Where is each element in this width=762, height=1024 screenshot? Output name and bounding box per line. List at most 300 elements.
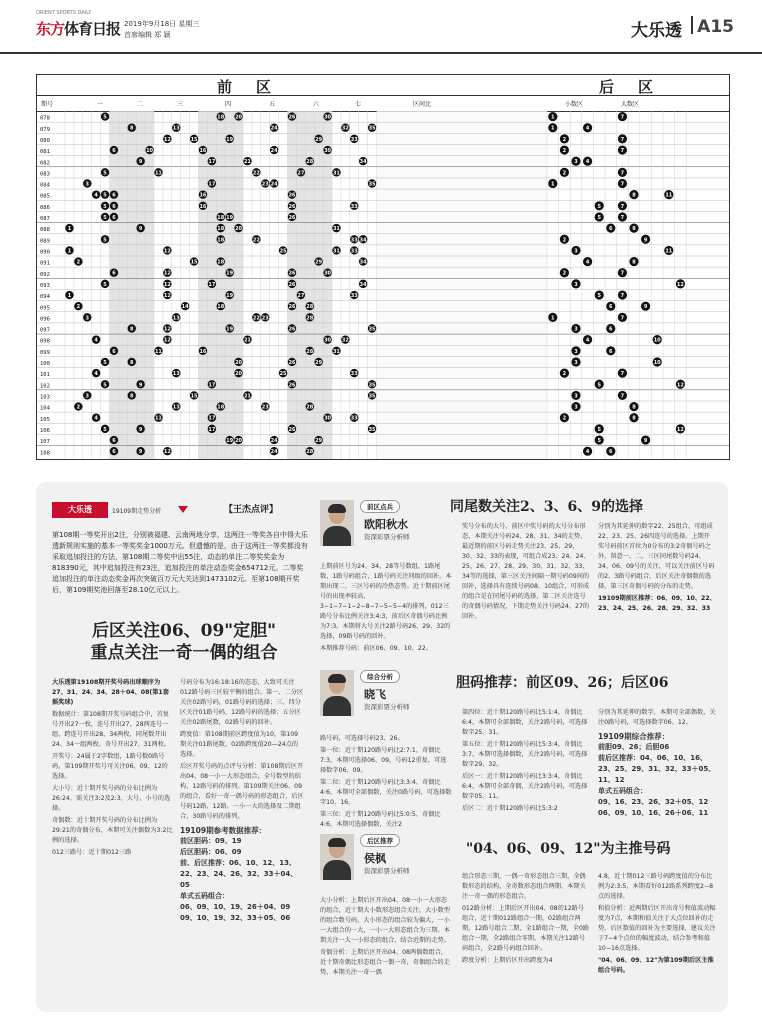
ball-number: 16 [199,348,207,355]
grid-subheader [37,95,729,112]
ball-number: 19 [226,438,234,445]
e2b-p1: 第四位：近十期120路号码比5:1:4，奇偶比6:4，本期可全部偶数，关注2路号码，可选择数字25、31。 [462,709,588,736]
expert-badge: 后区推荐 [360,834,400,847]
front-recommendation: 19109期前区推荐：06、09、10、22、23、24、25、26、28、29、32、33 [598,595,716,612]
ball-number: 8 [130,393,134,400]
ball-number: 1 [67,293,72,300]
ball-number: 1 [551,181,555,188]
ball-number: 19 [226,136,234,143]
ball-number: 8 [632,259,636,266]
ball-number: 24 [270,438,278,445]
period-label: 108 [40,450,50,457]
e2-p4: 第三位：近十期120路号码比5:0:5，奇偶比4:6，本期可选择偶数，关注2 [320,811,441,828]
ball-number: 33 [350,293,358,300]
ball-number: 5 [103,114,107,121]
period-label: 088 [40,227,50,234]
ball-number: 3 [574,359,578,366]
ball-number: 9 [643,438,648,445]
ball-number: 12 [163,449,171,456]
period-label: 099 [40,349,50,356]
expert-3-text-b [462,872,590,968]
ball-number: 5 [597,382,601,389]
ball-number: 29 [315,359,323,366]
paragraph-size: 大小号：近十期开奖号码的分布比例为26:24，需关注3:2及2:3，大号、小号的选择。 [52,785,171,812]
ball-number: 4 [585,159,590,166]
period-column-label: 期号 [41,101,54,108]
ball-number: 4 [94,371,98,378]
combo-title: 19109期综合推荐： [598,732,670,741]
ball-number: 17 [208,181,216,188]
ball-number: 26 [288,214,296,221]
ball-number: 5 [103,426,107,433]
ball-number: 12 [676,281,684,288]
e3-p1: 大小分析：上期后区开出04、08一小一大形态的组合，近十期大小数形态组合关注，大小数型的组合数号码，大小形态的组合较为偏大，一小一大组合的一大，一小一大形态组合为三期。本期关注一大一小形态的组合，结合近期的走势。 [320,897,450,944]
analysis-column-1 [52,678,174,860]
ball-number: 30 [324,148,332,155]
period-label: 102 [40,383,50,390]
ball-number: 20 [235,226,243,233]
ball-number: 6 [112,449,116,456]
dateline [124,19,199,41]
ball-number: 35 [368,125,376,132]
e3-p2: 奇偶分析：上期后区开出04、08两偶数组合，近十期奇偶比形态组合一偶一奇，奇偶组合的走势，本期关注一奇一偶 [320,949,450,976]
ball-number: 30 [324,337,332,344]
period-label: 078 [40,115,50,122]
ball-number: 8 [632,192,636,199]
ball-number: 26 [288,304,296,311]
ball-number: 32 [341,337,349,344]
avatar [320,670,354,716]
combo-5: 06、09、10、16、26＋06、11 [598,809,709,817]
ball-number: 9 [643,237,648,244]
ball-number: 26 [288,382,296,389]
ball-number: 27 [297,170,305,177]
period-label: 083 [40,171,50,178]
expert-name: 欧阳秋水 [364,518,408,531]
ball-number: 16 [199,203,207,210]
ball-number: 3 [85,181,89,188]
ball-number: 5 [597,293,601,300]
ball-number: 31 [332,170,340,177]
ball-number: 10 [146,148,154,155]
ball-number: 21 [243,159,251,166]
ball-number: 9 [138,226,143,233]
ball-number: 12 [163,248,171,255]
ball-number: 6 [112,192,116,199]
analysis-column-2 [180,678,304,924]
ball-number: 22 [252,315,260,322]
ball-number: 9 [138,159,143,166]
expert-card-2 [320,670,452,730]
ball-number: 4 [585,259,590,266]
heading-same-tail: 同尾数关注2、3、6、9的选择 [450,499,643,515]
zone-6: 六 [313,101,320,108]
expert-1-body: 上期前区号为24、34、28等号数组，1路尾数，1路号码组合，1路号码关注同级的回补。本期出现二、三区号码的冷热态势。近十期前区尾号的出现率较高，3−1−7−1−2−8−7−5−5−4的排列，012三路号分布比例关注3:4:3，前后区奇偶号码比例为7:3。本期将大号关注2路号码26、29、32的选择，09路号码的回补。 [320,563,452,640]
e3c-p2: 和值分析：近两期后区开出奇号和值波动幅度为7点，本期和值关注于大点位回补的走势，后区数值的回补为主要选择，建议关注于7−4个点位的幅度波动，结合参考和值10−16点选择。 [598,905,716,952]
ball-number: 3 [574,159,578,166]
e2-p3: 第二位：近十期120路号码比3:3:4，奇偶比4:6，本期可全部偶数，关注0路号码，可选择数字10、16。 [320,779,452,806]
ball-number: 27 [297,293,305,300]
period-label: 080 [40,137,50,144]
ball-number: 3 [574,348,578,355]
ball-number: 4 [94,415,98,422]
ball-number: 30 [324,415,332,422]
ball-number: 8 [632,404,636,411]
ball-number: 2 [562,415,567,422]
ball-number: 20 [235,359,243,366]
ball-number: 34 [359,281,367,288]
period-label: 096 [40,316,50,323]
zone-3: 三 [177,101,184,108]
expert-1-tail: 本期推荐号码：前区06、09、10、22。 [320,645,432,652]
ball-number: 3 [574,393,578,400]
period-label: 105 [40,416,50,423]
ball-number: 17 [208,281,216,288]
ball-number: 11 [154,415,162,422]
period-label: 084 [40,182,50,189]
period-label: 107 [40,439,50,446]
ball-number: 20 [235,371,243,378]
heading-courage-pick: 胆码推荐：前区09、26；后区06 [456,675,669,691]
ball-number: 9 [138,382,143,389]
ball-number: 33 [350,415,358,422]
ball-number: 33 [350,237,358,244]
ball-number: 28 [306,404,314,411]
expert-name: 侯枫 [364,852,386,865]
paragraph-back-zone: 后区开奖号码的点评与分析：第108期后区开出04、08一小一大形态组合，全号数型的结构，12路号码的排列。第109期关注06、09的组合，看好一奇一偶号码的形态组合，后区号码12路、12路、一小一大的选择及二期组合，30路号码的排列。 [180,763,304,820]
ball-number: 33 [350,136,358,143]
ball-number: 2 [562,148,567,155]
ball-number: 5 [103,192,107,199]
reference-4: 单式五码组合： [180,892,229,900]
page-divider [691,16,693,34]
ball-number: 5 [597,203,601,210]
ball-number: 9 [138,449,143,456]
ball-number: 35 [368,393,376,400]
analysis-panel [36,482,728,1012]
expert-badge: 前区点兵 [360,500,400,513]
ball-number: 1 [67,248,72,255]
ball-number: 19 [226,326,234,333]
ball-number: 1 [551,114,555,121]
page-number-text: A15 [697,17,734,37]
ball-number: 33 [350,248,358,255]
ball-number: 22 [252,170,260,177]
ball-number: 5 [597,426,601,433]
ball-number: 24 [270,449,278,456]
expert-badge: 综合分析 [360,670,400,683]
ball-number: 5 [597,438,601,445]
ball-number: 12 [163,281,171,288]
ball-number: 9 [643,304,648,311]
ball-number: 19 [226,293,234,300]
front-zone-label: 前区 [217,78,296,96]
ball-number: 35 [368,426,376,433]
heading-main-pick: "04、06、09、12"为主推号码 [466,841,671,857]
combo-2: 前后区推荐：04、06、10、16、23、25、29、31、32、33＋05、11、12 [598,754,716,784]
ball-number: 1 [551,315,555,322]
ball-number: 21 [243,393,251,400]
expert-1-text [320,562,452,656]
ball-number: 29 [315,136,323,143]
ball-number: 7 [620,203,625,210]
ball-number: 18 [217,404,225,411]
period-label: 106 [40,427,50,434]
period-label: 089 [40,238,50,245]
paragraph-prize: 开奖号：24属于2字数组，1路号数0路号码，第109期开奖号可关注06、09、12的选择。 [52,753,168,780]
back-zone-label: 后区 [599,78,678,96]
same-tail-column-2 [598,522,716,616]
ball-number: 18 [217,114,225,121]
editor-credit: 首席编辑 郑 颖 [124,31,171,39]
ball-number: 12 [163,326,171,333]
ball-number: 12 [163,136,171,143]
ball-number: 31 [332,348,340,355]
ball-number: 6 [112,203,116,210]
e3b-p3: 跨度分析：上期后区开出跨度为4 [462,957,553,964]
page-number [691,16,734,37]
zone-5: 五 [269,101,276,108]
stats-area [377,111,547,459]
zone-ratio-label: 区间比 [413,101,432,108]
ball-number: 2 [76,404,81,411]
ball-number: 6 [609,449,613,456]
zone-1: 一 [97,101,104,108]
zone-7: 七 [355,101,362,108]
ball-number: 6 [112,148,116,155]
e3b-p1: 组合形态三期，一偶一奇形态组合三期，全偶数形态的结构，全奇数形态组合两期，本期关注一奇一偶的形态组合。 [462,873,586,900]
ball-number: 7 [620,270,625,277]
ball-number: 12 [163,270,171,277]
e2c-text: 分别为其延伸的数字，本期可全部偶数，关注0路号码，可选择数字06、12。 [598,709,716,726]
ball-number: 15 [190,136,198,143]
ball-number: 31 [332,226,340,233]
ball-number: 5 [103,237,107,244]
ball-number: 22 [252,237,260,244]
masthead [0,0,762,54]
ball-number: 32 [341,125,349,132]
ball-number: 4 [94,337,98,344]
ball-number: 3 [574,404,578,411]
ball-number: 8 [130,326,134,333]
ball-number: 16 [199,192,207,199]
ball-number: 19 [226,270,234,277]
ball-number: 35 [368,326,376,333]
ball-number: 21 [243,337,251,344]
ball-number: 6 [112,438,116,445]
ball-number: 2 [562,237,567,244]
period-label: 104 [40,405,50,412]
ball-number: 6 [609,326,613,333]
ball-number: 29 [315,259,323,266]
period-label: 098 [40,338,50,345]
ball-number: 7 [620,114,625,121]
ball-number: 24 [270,125,278,132]
grid-header [37,75,729,96]
ball-number: 17 [208,426,216,433]
ball-number: 6 [609,304,613,311]
same-tail-text: 分别为其延伸的数字22、25组合，可组成22、23、25、26四连号的选择。上期开奖号码前区首位为0分布的3:2奇偶号码之外，留意一、二、三区同尾数号码24、34、06、09号的关注，可以关注前区号码的2、3路号码组合，后区关注奇偶数的选择，第三区奇偶号码的分布的走势。 [598,523,715,590]
reference-3: 前、后区推荐：06、10、12、13、22、23、24、26、32、33＋04、05 [180,859,298,889]
triangle-down-icon [178,506,188,513]
section-title: 大乐透 [631,21,682,41]
zone-2: 二 [137,101,144,108]
ball-number: 18 [217,214,225,221]
ball-number: 33 [350,371,358,378]
ball-number: 28 [306,315,314,322]
ball-number: 20 [235,438,243,445]
period-label: 100 [40,361,50,368]
expert-3-text-c [598,872,716,978]
ball-number: 7 [620,214,625,221]
trend-grid [36,74,730,460]
e2b-p2: 第五位：近十期120路号码比5:3:4，奇偶比3:7，本期可选择偶数，关注2路号码，可选择数字29、32。 [462,741,588,768]
ball-number: 3 [85,315,89,322]
expert-2-text-a [320,734,452,832]
period-label: 103 [40,394,50,401]
ball-number: 13 [172,404,180,411]
ball-number: 10 [653,359,661,366]
ball-number: 2 [76,259,81,266]
avatar [320,500,354,546]
period-label: 095 [40,305,50,312]
e2b-p3: 后区一：近十期120路号码比3:3:4，奇偶比6:4，本期可全部奇偶，关注2路号码，可选择数字05、11。 [462,773,588,800]
period-label: 101 [40,372,50,379]
reference-5: 06、09、10、19、26＋04、09 [180,903,291,911]
ball-number: 26 [288,426,296,433]
ball-number: 8 [632,415,636,422]
ball-number: 24 [270,148,278,155]
logo-black: 体育日报 [64,20,121,38]
ball-number: 6 [112,270,116,277]
ball-number: 13 [172,125,180,132]
ball-number: 16 [199,148,207,155]
ball-number: 4 [585,125,590,132]
ball-number: 5 [103,281,107,288]
period-label: 081 [40,149,50,156]
e3c-p1: 4.8，近十期012三路号码跨度值的分布比例为2:3:5，本期看好012路系列跨度2−8点的选择。 [598,873,714,900]
ball-number: 11 [665,192,673,199]
period-label: 079 [40,126,50,133]
combo-4: 09、16、23、26、32＋05、12 [598,798,709,806]
period-label: 085 [40,193,50,200]
ball-number: 25 [279,371,287,378]
ball-number: 18 [217,237,225,244]
ball-number: 6 [609,226,613,233]
ball-number: 2 [562,371,567,378]
ball-number: 2 [562,136,567,143]
period-label: 092 [40,271,50,278]
ball-number: 24 [270,181,278,188]
ball-number: 26 [288,281,296,288]
ball-number: 3 [574,326,578,333]
ball-number: 7 [620,293,625,300]
ball-number: 23 [261,181,269,188]
ball-number: 18 [217,226,225,233]
ball-number: 11 [154,170,162,177]
category-subtitle: 19109期走势分析 [112,508,162,515]
ball-number: 34 [359,159,367,166]
reference-title: 19109期参考数据推荐： [180,826,267,835]
ball-number: 29 [315,438,323,445]
zone-shade [110,111,155,459]
ball-number: 8 [130,125,134,132]
expert-card-1 [320,500,452,560]
e3b-p2: 012路分析：上期后区开出04、08的12路号组合，近十期012路组合一期，02路组合两期，12路号组合二期，全1路组合一期，全0路组合一期，全2路组合零期，本期关注12路号码组合，全2路号码组合回补。 [462,905,590,952]
e2-p2: 第一位：近十期120路号码比2:7:1，奇偶比7:3，本期可选择06、09，号码12重复，可选择数字06、09。 [320,747,447,774]
paragraph-span: 跨度值：第108期前区跨度值为10，第109期关注01路尾数，02路跨度值20—24点的选择。 [180,731,299,758]
ball-number: 17 [208,415,216,422]
ball-number: 7 [620,136,625,143]
ball-number: 7 [620,181,625,188]
ball-number: 26 [288,203,296,210]
period-label: 087 [40,216,50,223]
ball-number: 12 [676,382,684,389]
ball-number: 18 [217,259,225,266]
expert-card-3 [320,834,452,894]
avatar [320,834,354,880]
ball-number: 6 [112,214,116,221]
paragraph-stats: 数据统计：第108期开奖号码组合中，首复号开出27一枚，连号开出27、28两连号一组，跨连号开出28、34两枚，同尾数开出24、34一组两枚。奇号开出27、31两枚。 [52,711,171,748]
ball-number: 9 [138,426,143,433]
expert-role: 资深彩票分析师 [364,533,410,541]
ball-number: 28 [306,348,314,355]
ball-number: 11 [154,348,162,355]
ball-number: 13 [172,315,180,322]
ball-number: 14 [181,304,189,311]
ball-number: 12 [163,337,171,344]
period-label: 094 [40,294,50,301]
ball-number: 5 [103,382,107,389]
combo-3: 单式五码组合： [598,787,647,795]
ball-number: 6 [609,348,613,355]
zone-4: 四 [225,101,232,108]
ball-number: 35 [368,181,376,188]
ball-number: 26 [288,326,296,333]
ball-number: 3 [85,393,89,400]
logo-red: 东方 [36,20,65,38]
ball-number: 1 [551,125,555,132]
ball-number: 3 [574,281,578,288]
ball-number: 34 [359,237,367,244]
paragraph-road: 012三路号：近十期012三路 [52,849,132,856]
ball-number: 7 [620,393,625,400]
ball-number: 5 [103,359,107,366]
ball-number: 13 [172,371,180,378]
same-tail-column-1: 奖号分布的大号，前区中奖号码的大号分布形态，本期关注号码24、28、31、34的走势，最近期的前区号码走势关注23、25、29、30、32、33的表现，可组合成23、24、24、25、26、27、28、29、30、31、32、33、34等的选择，第三区关注间隔一期号码09间的回补，选择具有连续号码08、10组合，可形成的组合是在同尾号码的选择，第二区关注连号的奇偶号码情况，下期走势关注号码24、27的回补。 [462,523,590,620]
ball-number: 12 [163,293,171,300]
ball-number: 17 [208,159,216,166]
e2b-p4: 后区二：近十期120路号码比5:3:2 [462,805,558,812]
ball-number: 33 [350,203,358,210]
ball-number: 30 [324,270,332,277]
big-zone-label: 大数区 [621,101,640,108]
category-tag: 大乐透 [52,502,108,518]
ball-number: 1 [67,226,72,233]
e3c-p3: "04、06、09、12"为第109期后区主推组合号码。 [598,957,714,974]
ball-number: 26 [288,270,296,277]
ball-number: 3 [574,248,578,255]
expert-2-text-b [462,708,590,816]
ball-number: 4 [585,449,590,456]
ball-number: 17 [208,382,216,389]
expert-2-text-c [598,708,716,819]
period-label: 086 [40,204,50,211]
ball-number: 15 [190,393,198,400]
ball-number: 4 [585,337,590,344]
paragraph-parity: 奇偶数：近十期开奖号码的分布比例为29:21的奇偶分布，本期可关注偶数为3:2比例的选择。 [52,817,173,844]
ball-number: 10 [653,337,661,344]
